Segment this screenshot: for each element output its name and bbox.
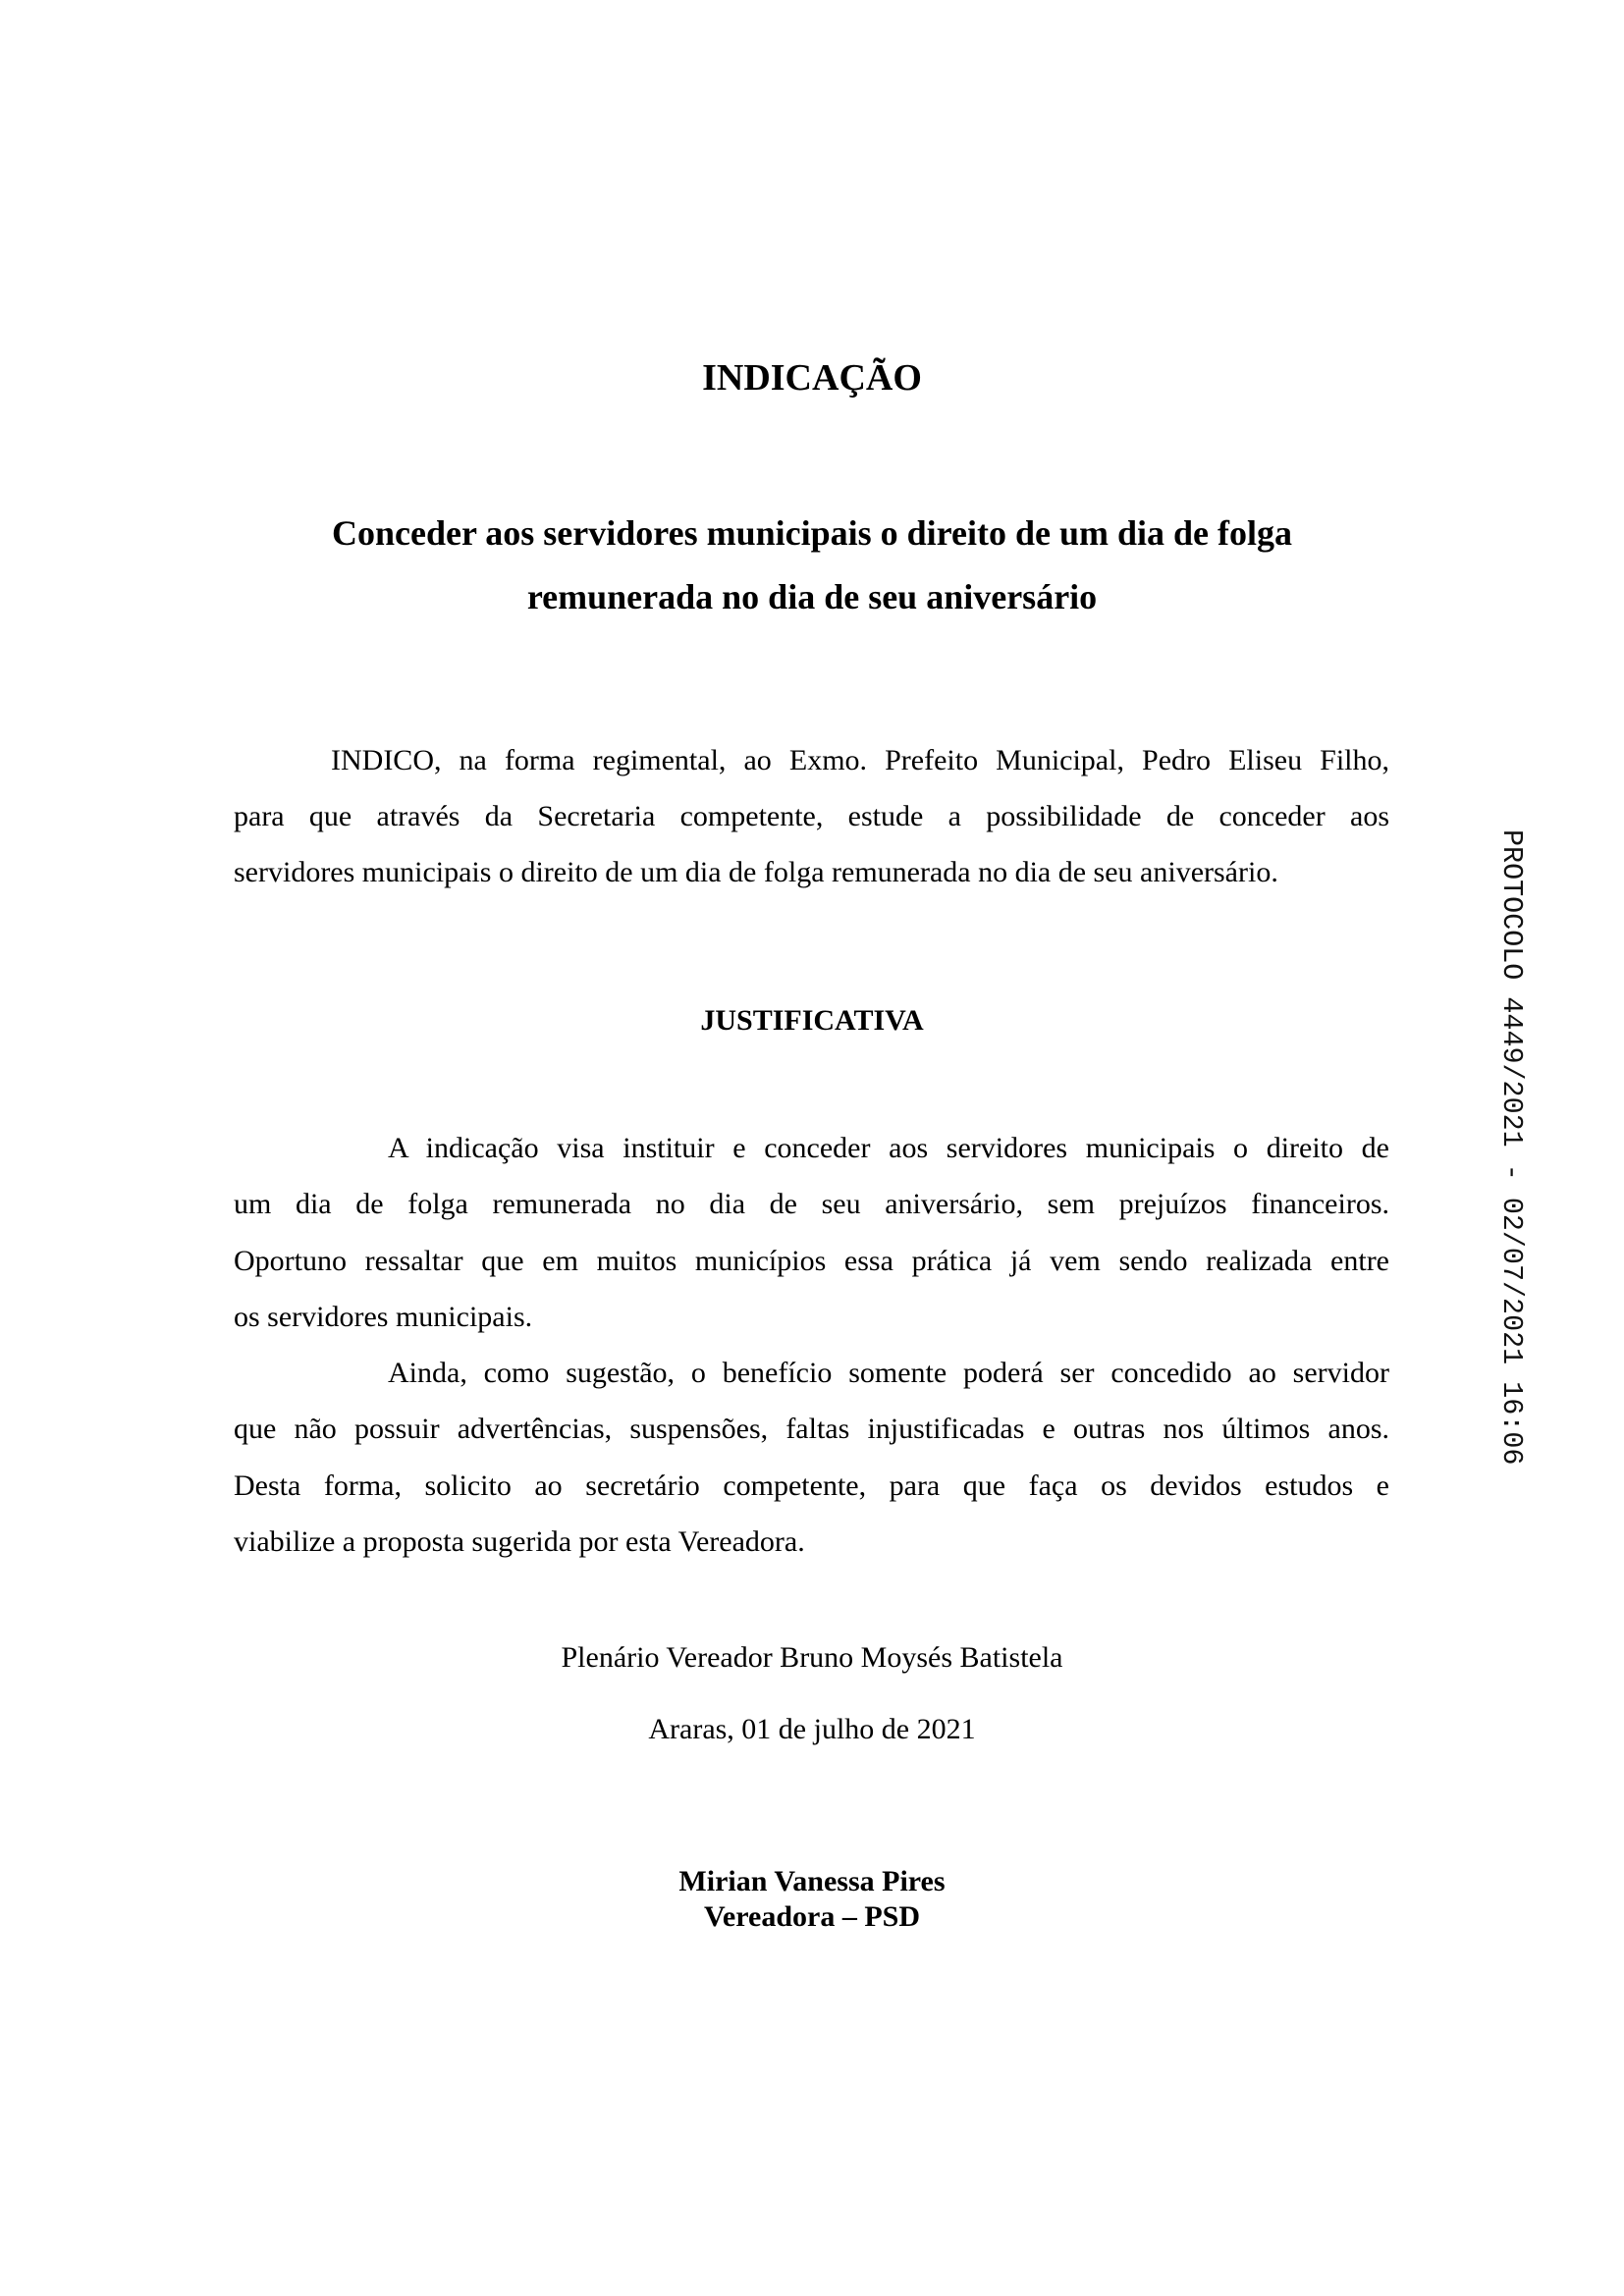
paragraph-line: Ainda, como sugestão, o benefício somente poderá ser concedido ao servidor: [388, 1357, 1389, 1390]
paragraph-line: um dia de folga remunerada no dia de seu aniversário, sem prejuízos financeiros.: [234, 1188, 1389, 1221]
paragraph-line: Desta forma, solicito ao secretário competente, para que faça os devidos estudos e: [234, 1468, 1389, 1502]
place-line: Plenário Vereador Bruno Moysés Batistela: [561, 1641, 1063, 1674]
paragraph-line: Oportuno ressaltar que em muitos municípios essa prática já vem sendo realizada entre: [234, 1244, 1389, 1277]
paragraph-line: INDICO, na forma regimental, ao Exmo. Prefeito Municipal, Pedro Eliseu Filho,: [331, 744, 1389, 776]
justification-heading: JUSTIFICATIVA: [700, 1004, 924, 1037]
paragraph-line: para que através da Secretaria competente, estude a possibilidade de conceder aos: [234, 800, 1389, 832]
protocol-stamp: [1495, 829, 1528, 1468]
signature-block: [0, 1864, 1624, 1935]
paragraph-line: viabilize a proposta sugerida por esta Vereadora.: [234, 1525, 805, 1559]
subject-line: remunerada no dia de seu aniversário: [526, 577, 1098, 616]
paragraph-line: que não possuir advertências, suspensões, faltas injustificadas e outras nos últimos anos.: [234, 1413, 1389, 1446]
indication-paragraph: [234, 732, 1389, 900]
subject-line: Conceder aos servidores municipais o direito de um dia de folga: [331, 513, 1292, 553]
protocol-stamp-text: PROTOCOLO 4449/2021 - 02/07/2021 16:06: [1495, 829, 1528, 1466]
document-subject: [0, 502, 1624, 629]
date-line: Araras, 01 de julho de 2021: [648, 1713, 976, 1745]
paragraph-line: os servidores municipais.: [234, 1300, 533, 1333]
document-title: INDICAÇÃO: [702, 357, 922, 399]
paragraph-line: A indicação visa instituir e conceder aos servidores municipais o direito de: [388, 1132, 1389, 1164]
justification-text: [234, 1120, 1389, 1570]
paragraph-line: servidores municipais o direito de um dia de folga remunerada no dia de seu aniversário.: [234, 856, 1278, 888]
signer-name: Mirian Vanessa Pires: [678, 1865, 946, 1897]
signer-role: Vereadora – PSD: [704, 1900, 920, 1933]
